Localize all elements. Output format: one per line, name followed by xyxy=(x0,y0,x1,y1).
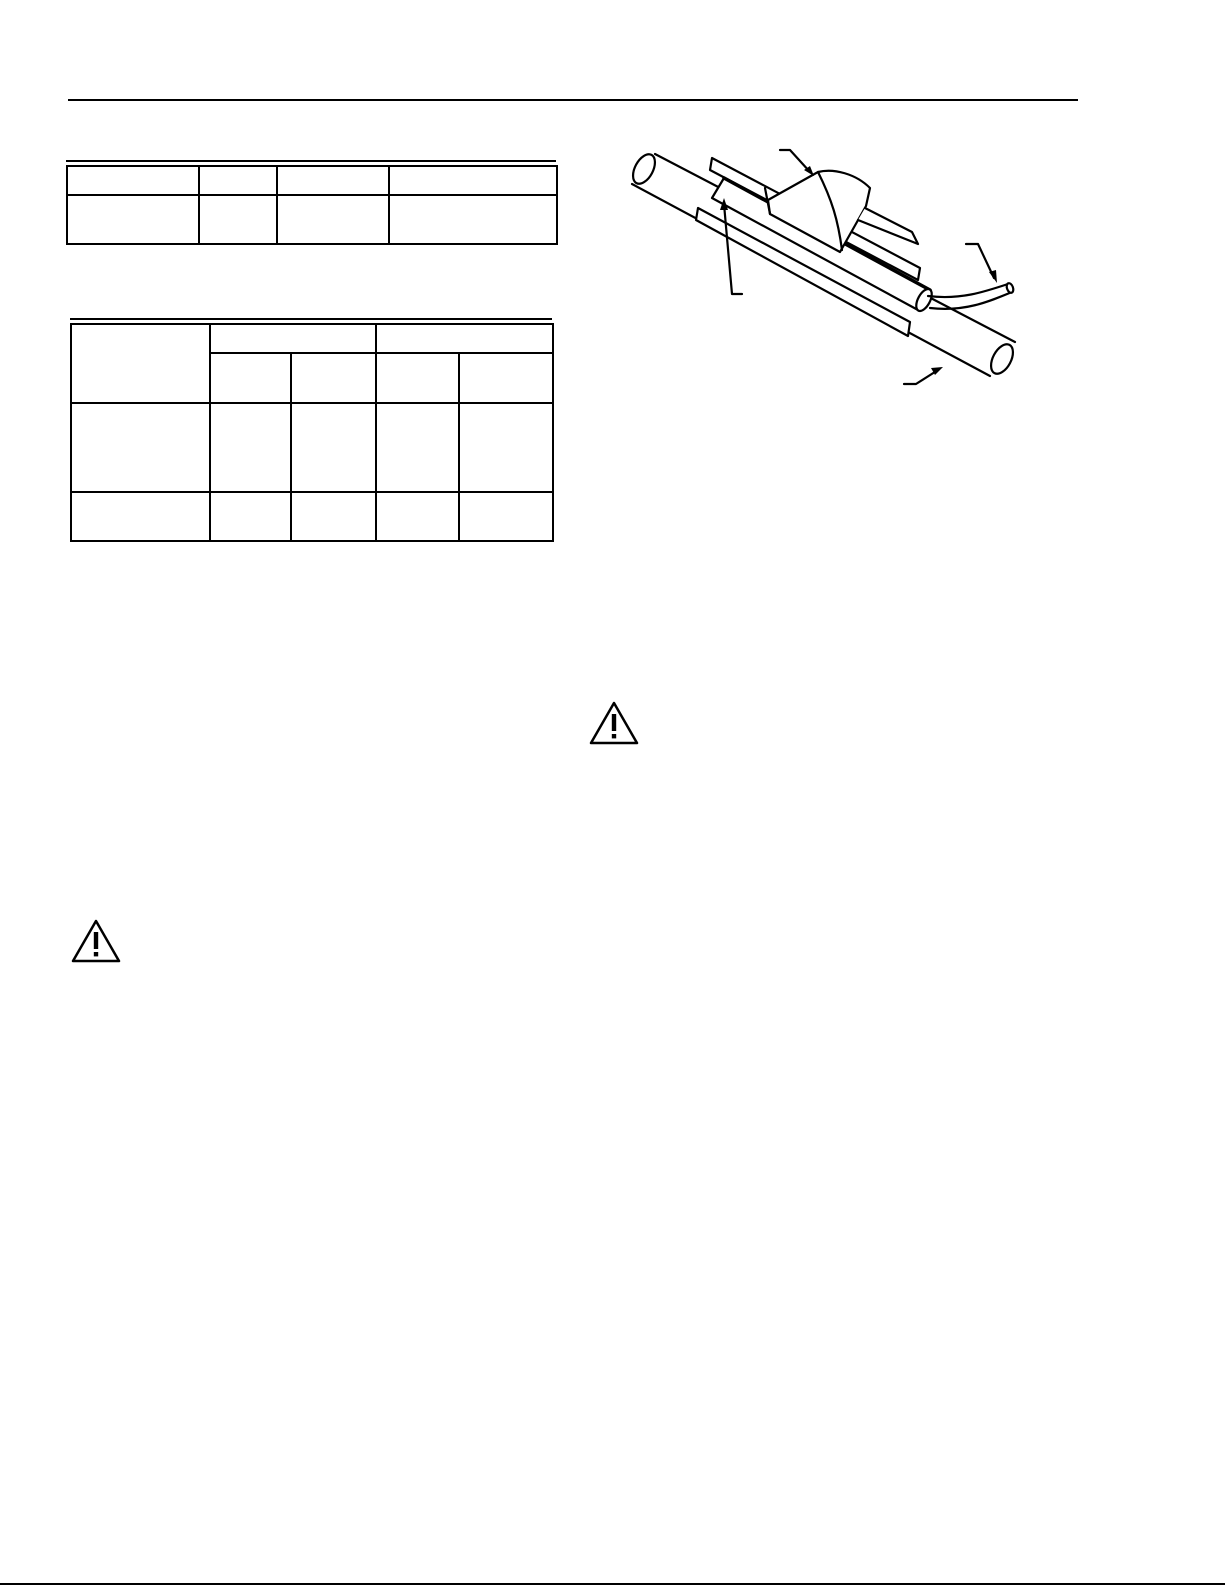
table-1-header-cell xyxy=(389,166,557,195)
table-2-cell xyxy=(291,492,376,541)
table-1-header-cell xyxy=(277,166,389,195)
table-1-header-row xyxy=(67,166,557,195)
table-2-cell xyxy=(376,492,459,541)
table-2-top-rule xyxy=(70,318,552,320)
table-row xyxy=(67,195,557,244)
table-2-cell xyxy=(210,492,291,541)
table-2-sub-header xyxy=(376,353,459,403)
table-2-group-header xyxy=(376,324,553,353)
table-2-corner-cell xyxy=(71,324,210,403)
table-2 xyxy=(70,318,552,542)
capillary-tube-shape xyxy=(928,282,1015,309)
table-row xyxy=(71,492,553,541)
table-2-sub-header xyxy=(459,353,553,403)
header-rule xyxy=(68,99,1078,101)
table-2-cell xyxy=(376,403,459,492)
table-1-top-rule xyxy=(66,160,556,162)
table-1-cell xyxy=(277,195,389,244)
table-2-sub-header xyxy=(291,353,376,403)
table-1-header-cell xyxy=(67,166,199,195)
table-2-cell xyxy=(291,403,376,492)
table-1-cell xyxy=(389,195,557,244)
table-1-cell xyxy=(67,195,199,244)
table-2-cell xyxy=(459,492,553,541)
table-2-group-header-row xyxy=(71,324,553,353)
table-1 xyxy=(66,160,556,245)
pipe-sensor-figure xyxy=(620,140,1040,400)
table-2-sub-header xyxy=(210,353,291,403)
table-1-cell xyxy=(199,195,277,244)
table-row xyxy=(71,403,553,492)
table-2-cell xyxy=(459,403,553,492)
table-2-cell xyxy=(71,403,210,492)
table-2-group-header xyxy=(210,324,376,353)
table-1-header-cell xyxy=(199,166,277,195)
warning-triangle-icon xyxy=(70,918,122,964)
warning-triangle-icon xyxy=(588,700,640,746)
table-2-cell xyxy=(71,492,210,541)
table-2-cell xyxy=(210,403,291,492)
